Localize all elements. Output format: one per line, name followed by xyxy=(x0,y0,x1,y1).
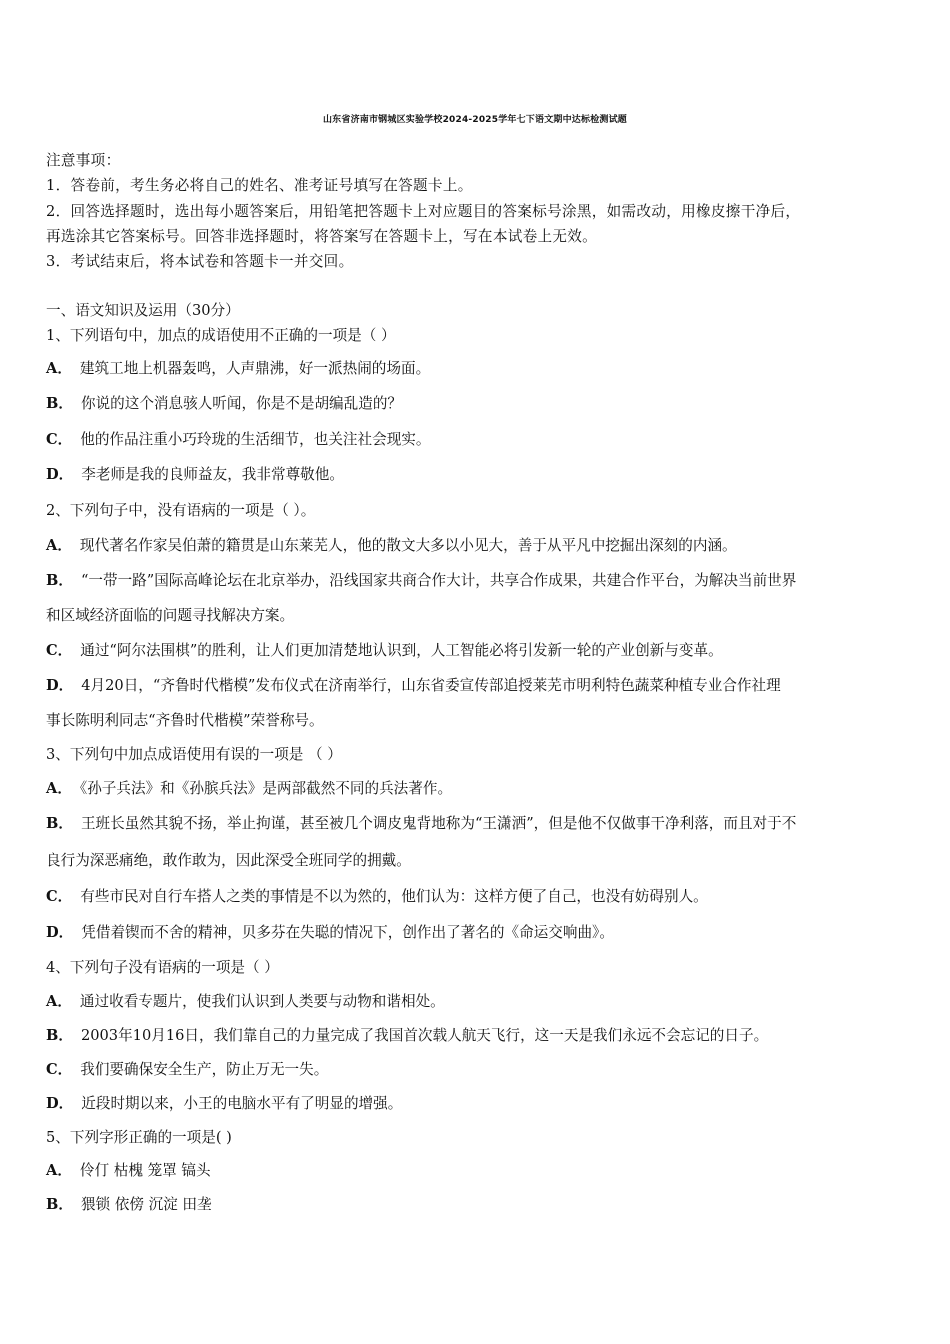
option-c xyxy=(46,1061,328,1079)
option-b xyxy=(46,1027,768,1045)
option-text: 王班长虽然其貌不扬，举止拘谨，甚至被几个调皮鬼背地称为“王潇洒”，但是他不仅做事干净利落，而且对于不 xyxy=(80,815,797,832)
notice-line: 3．考试结束后，将本试卷和答题卡一并交回。 xyxy=(46,253,354,270)
option-letter: A． xyxy=(46,780,72,797)
option-letter: D． xyxy=(46,924,74,941)
option-d xyxy=(46,677,781,695)
option-text: 我们要确保安全生产，防止万无一失。 xyxy=(80,1061,329,1078)
question-stem: 4、下列句子没有语病的一项是（ ） xyxy=(46,959,279,976)
option-b xyxy=(46,815,796,833)
option-text: 有些市民对自行车搭人之类的事情是不以为然的，他们认为：这样方便了自己，也没有妨碍别人。 xyxy=(80,888,708,905)
option-letter: D． xyxy=(46,466,74,483)
option-b xyxy=(46,395,402,413)
option-letter: A． xyxy=(46,537,72,554)
option-a xyxy=(46,780,452,798)
option-letter: B． xyxy=(46,1196,73,1213)
option-letter: C． xyxy=(46,431,73,448)
option-letter: C． xyxy=(46,888,73,905)
question-stem: 5、下列字形正确的一项是( ) xyxy=(46,1129,232,1146)
option-b xyxy=(46,572,796,590)
option-d xyxy=(46,466,344,484)
option-letter: D． xyxy=(46,1095,74,1112)
option-text: 凭借着锲而不舍的精神，贝多芬在失聪的情况下，创作出了著名的《命运交响曲》。 xyxy=(81,924,614,941)
option-text: 通过收看专题片，使我们认识到人类要与动物和谐相处。 xyxy=(79,993,445,1010)
option-continuation: 和区域经济面临的问题寻找解决方案。 xyxy=(46,607,295,624)
option-letter: B． xyxy=(46,815,73,832)
option-letter: B． xyxy=(46,572,73,589)
notice-line: 再选涂其它答案标号。回答非选择题时，将答案写在答题卡上，写在本试卷上无效。 xyxy=(46,228,598,245)
option-text: 通过“阿尔法围棋”的胜利，让人们更加清楚地认识到，人工智能必将引发新一轮的产业创新与变革。 xyxy=(80,642,723,659)
question-stem: 1、下列语句中，加点的成语使用不正确的一项是（ ） xyxy=(46,327,396,344)
option-a xyxy=(46,537,737,555)
notice-line: 1．答卷前，考生务必将自己的姓名、准考证号填写在答题卡上。 xyxy=(46,177,473,194)
option-continuation: 事长陈明利同志“齐鲁时代楷模”荣誉称号。 xyxy=(46,712,324,729)
option-text: 现代著名作家吴伯萧的籍贯是山东莱芜人，他的散文大多以小见大，善于从平凡中挖掘出深刻的内涵。 xyxy=(79,537,737,554)
option-letter: C． xyxy=(46,642,73,659)
option-a xyxy=(46,1162,211,1180)
option-c xyxy=(46,888,708,906)
option-c xyxy=(46,431,430,449)
option-text: 近段时期以来，小王的电脑水平有了明显的增强。 xyxy=(81,1095,403,1112)
section-heading: 一、语文知识及运用（30分） xyxy=(46,302,240,319)
option-b xyxy=(46,1196,212,1214)
option-text: 4月20日，“齐鲁时代楷模”发布仪式在济南举行，山东省委宣传部追授莱芜市明利特色蔬菜种植专业合作社理 xyxy=(81,677,781,694)
option-d xyxy=(46,1095,402,1113)
option-d xyxy=(46,924,614,942)
option-letter: A． xyxy=(46,993,72,1010)
option-letter: A． xyxy=(46,1162,72,1179)
option-letter: A． xyxy=(46,360,72,377)
notice-line: 2．回答选择题时，选出每小题答案后，用铅笔把答题卡上对应题目的答案标号涂黑，如需改动，用橡皮擦干净后， xyxy=(46,203,801,220)
question-stem: 2、下列句子中，没有语病的一项是（ ）。 xyxy=(46,502,316,519)
option-text: 猥锁 依傍 沉淀 田垄 xyxy=(80,1196,212,1213)
option-letter: B． xyxy=(46,1027,73,1044)
option-letter: D． xyxy=(46,677,74,694)
option-a xyxy=(46,360,430,378)
option-letter: B． xyxy=(46,395,73,412)
notice-heading: 注意事项： xyxy=(46,152,121,169)
option-continuation: 良行为深恶痛绝，敢作敢为，因此深受全班同学的拥戴。 xyxy=(46,852,411,869)
option-text: 2003年10月16日，我们靠自己的力量完成了我国首次载人航天飞行，这一天是我们永远不会忘记的日子。 xyxy=(80,1027,769,1044)
option-text: 你说的这个消息骇人听闻，你是不是胡编乱造的？ xyxy=(80,395,403,412)
option-text: 建筑工地上机器轰鸣，人声鼎沸，好一派热闹的场面。 xyxy=(79,360,431,377)
option-text: 《孙子兵法》和《孙膑兵法》是两部截然不同的兵法著作。 xyxy=(79,780,453,797)
option-text: 他的作品注重小巧玲珑的生活细节，也关注社会现实。 xyxy=(80,431,431,448)
page-title: 山东省济南市钢城区实验学校2024-2025学年七下语文期中达标检测试题 xyxy=(322,115,628,125)
option-text: 李老师是我的良师益友，我非常尊敬他。 xyxy=(81,466,344,483)
option-c xyxy=(46,642,723,660)
option-a xyxy=(46,993,445,1011)
option-text: 伶仃 枯槐 笼罩 镐头 xyxy=(79,1162,211,1179)
question-stem: 3、下列句中加点成语使用有误的一项是 （ ） xyxy=(46,746,342,763)
option-letter: C． xyxy=(46,1061,73,1078)
option-text: “一带一路”国际高峰论坛在北京举办，沿线国家共商合作大计，共享合作成果，共建合作平台，为解决当前世界 xyxy=(80,572,797,589)
